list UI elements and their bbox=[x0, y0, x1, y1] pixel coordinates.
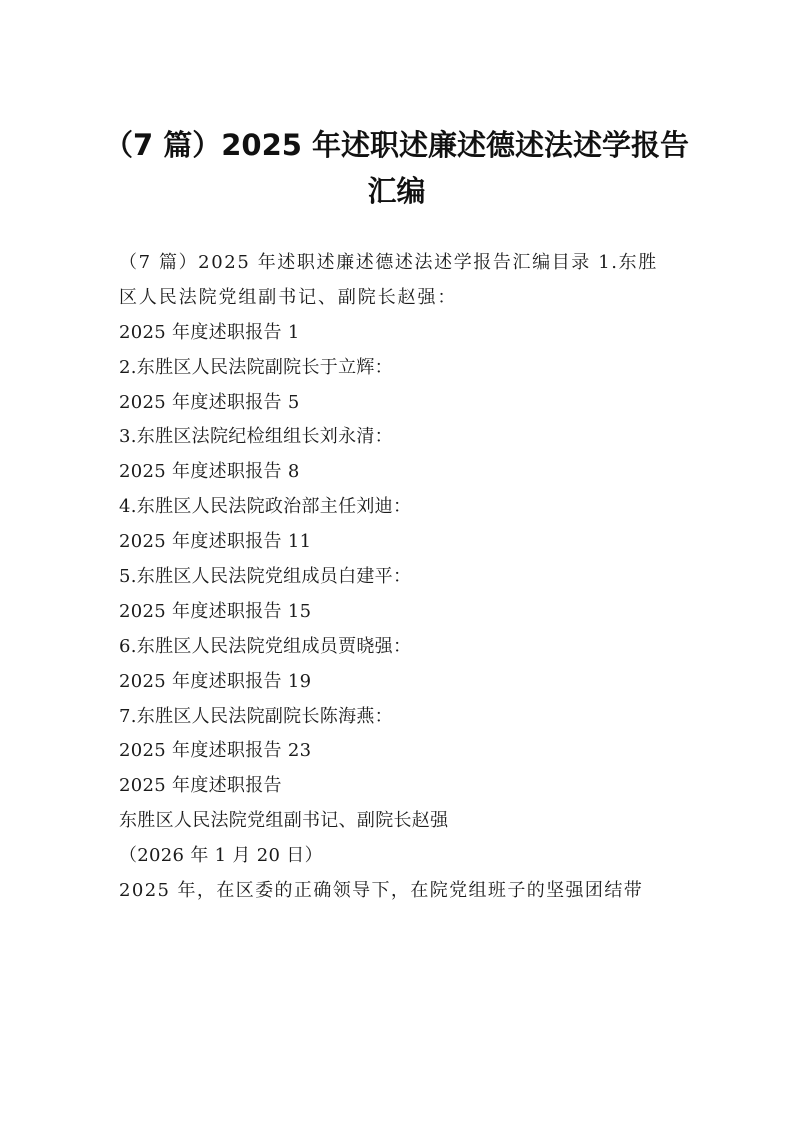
toc-entry-4-page: 2025 年度述职报告 11 bbox=[119, 531, 312, 553]
report-date: （2026 年 1 月 20 日） bbox=[119, 845, 323, 867]
toc-entry-3-name: 3.东胜区法院纪检组组长刘永清： bbox=[119, 426, 393, 448]
report-paragraph-start: 2025 年，在区委的正确领导下，在院党组班子的坚强团结带 bbox=[119, 880, 644, 902]
toc-entry-5-page: 2025 年度述职报告 15 bbox=[119, 600, 312, 622]
toc-entry-6-name: 6.东胜区人民法院党组成员贾晓强： bbox=[119, 635, 412, 657]
toc-entry-7-name: 7.东胜区人民法院副院长陈海燕： bbox=[119, 705, 393, 727]
toc-entry-1-name: 区人民法院党组副书记、副院长赵强： bbox=[119, 286, 458, 308]
document-title-line-2: 汇编 bbox=[367, 174, 426, 208]
toc-entry-1-page: 2025 年度述职报告 1 bbox=[119, 321, 300, 343]
toc-entry-7-page: 2025 年度述职报告 23 bbox=[119, 740, 312, 762]
report-heading: 2025 年度述职报告 bbox=[119, 775, 282, 797]
toc-entry-2-name: 2.东胜区人民法院副院长于立辉： bbox=[119, 356, 393, 378]
document-title-line-1: （7 篇）2025 年述职述廉述德述法述学报告 bbox=[103, 128, 690, 162]
toc-entry-2-page: 2025 年度述职报告 5 bbox=[119, 391, 300, 413]
toc-intro-line: （7 篇）2025 年述职述廉述德述法述学报告汇编目录 1.东胜 bbox=[119, 252, 658, 273]
toc-entry-3-page: 2025 年度述职报告 8 bbox=[119, 461, 300, 483]
toc-entry-6-page: 2025 年度述职报告 19 bbox=[119, 670, 312, 692]
toc-entry-4-name: 4.东胜区人民法院政治部主任刘迪： bbox=[119, 496, 412, 518]
toc-entry-5-name: 5.东胜区人民法院党组成员白建平： bbox=[119, 566, 412, 588]
report-author: 东胜区人民法院党组副书记、副院长赵强 bbox=[119, 810, 449, 832]
document-body bbox=[119, 246, 679, 909]
